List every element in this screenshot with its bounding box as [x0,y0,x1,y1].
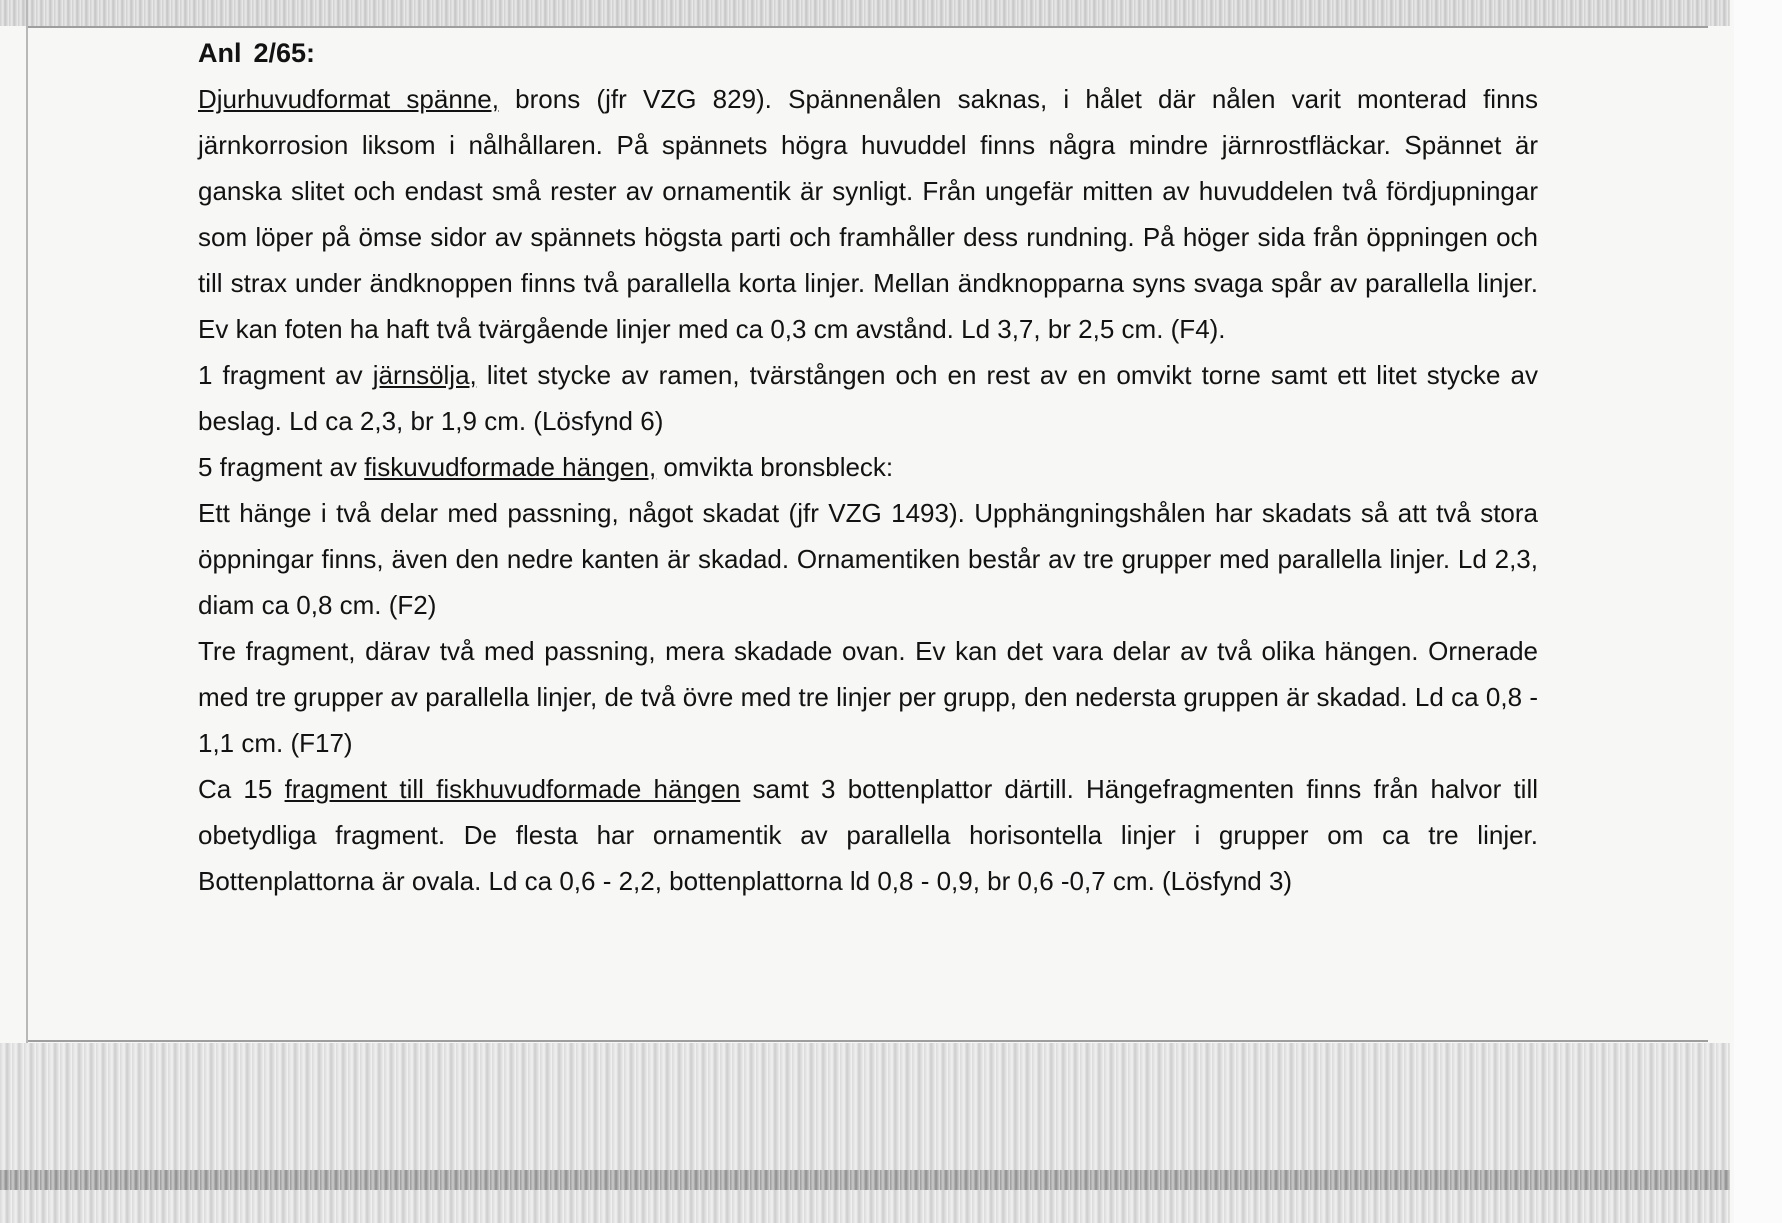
entry-prefix: Ca 15 [198,774,285,804]
entry-paragraph [198,352,1538,444]
heading-label: Anl [198,38,242,68]
scan-top-edge [0,0,1730,26]
entry-text: Ett hänge i två delar med passning, något skadat (jfr VZG 1493). Upphängningshålen har skadats så att två stora öppningar finns, även den nedre kanten är skadad. Ornamentiken består av tre grupper med parallella linjer. Ld 2,3, diam ca 0,8 cm. (F2) [198,498,1538,620]
catalog-heading [198,30,1538,76]
top-rule [28,26,1708,28]
entry-text: brons (jfr VZG 829). Spännenålen saknas, i hålet där nålen varit monterad finns järnkorrosion liksom i nålhållaren. På spännets högra huvuddel finns några mindre järnrostfläckar. Spännet är ganska slitet och endast små rester av ornamentik är synligt. Från ungefär mitten av huvuddelen två fördjupningar som löper på ömse sidor av spännets högsta parti och framhåller dess rundning. På höger sida från öppningen och till strax under ändknoppen finns två parallella korta linjer. Mellan ändknopparna syns svaga spår av parallella linjer. Ev kan foten ha haft två tvärgående linjer med ca 0,3 cm avstånd. Ld 3,7, br 2,5 cm. (F4). [198,84,1538,344]
entry-term: fiskuvudformade hängen, [364,452,657,482]
entry-paragraph [198,766,1538,904]
scan-left-edge [26,0,28,1050]
heading-number: 2/65: [253,38,316,68]
entry-term: fragment till fiskhuvudformade hängen [284,774,741,804]
entry-term: Djurhuvudformat spänne, [198,84,499,114]
entry-paragraph [198,490,1538,628]
scan-bottom-edge [0,1043,1730,1223]
entry-term: järnsölja, [372,360,477,390]
entry-paragraph [198,444,1538,490]
entry-paragraph [198,76,1538,352]
entry-prefix: 1 fragment av [198,360,373,390]
bottom-rule [28,1040,1708,1042]
entry-prefix: 5 fragment av [198,452,365,482]
entry-paragraph [198,628,1538,766]
entry-text: omvikta bronsbleck: [656,452,894,482]
scan-right-margin [1734,0,1782,1223]
entry-text: litet stycke av ramen, tvärstången och en rest av en omvikt torne samt ett litet stycke av beslag. Ld ca 2,3, br 1,9 cm. (Lösfynd 6) [198,360,1539,436]
document-body [198,30,1538,904]
entry-text: samt 3 bottenplattor därtill. Hängefragmenten finns från halvor till obetydliga fragment. De flesta har ornamentik av parallella horisontella linjer i grupper om ca tre linjer. Bottenplattorna är ovala. Ld ca 0,6 - 2,2, bottenplattorna ld 0,8 - 0,9, br 0,6 -0,7 cm. (Lösfynd 3) [198,774,1539,896]
scan-bottom-shadow [0,1170,1730,1190]
entry-text: Tre fragment, därav två med passning, mera skadade ovan. Ev kan det vara delar av två olika hängen. Ornerade med tre grupper av parallella linjer, de två övre med tre linjer per grupp, den nedersta gruppen är skadad. Ld ca 0,8 - 1,1 cm. (F17) [198,636,1538,758]
